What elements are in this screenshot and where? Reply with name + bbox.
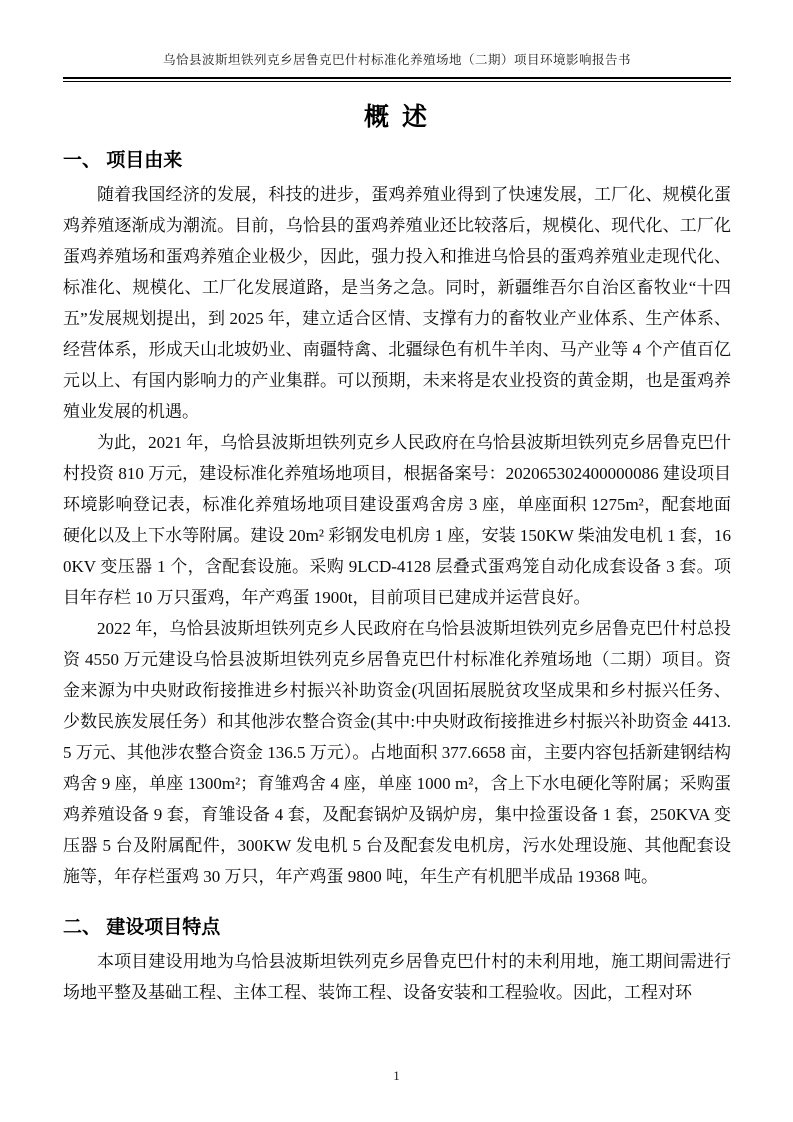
section-heading-project-characteristics: 二、 建设项目特点 <box>63 917 221 938</box>
running-header-title: 乌恰县波斯坦铁列克乡居鲁克巴什村标准化养殖场地（二期）项目环境影响报告书 <box>162 53 631 67</box>
paragraph-industry-background: 随着我国经济的发展，科技的进步，蛋鸡养殖业得到了快速发展，工厂化、规模化蛋鸡养殖逐渐成为潮流。目前，乌恰县的蛋鸡养殖业还比较落后，规模化、现代化、工厂化蛋鸡养殖场和蛋鸡养殖企业极少，因此，强力投入和推进乌恰县的蛋鸡养殖业走现代化、标准化、规模化、工厂化发展道路，是当务之急。同时，新疆维吾尔自治区畜牧业“十四五”发展规划提出，到 2025 年，建立适合区情、支撑有力的畜牧业产业体系、生产体系、经营体系，形成天山北坡奶业、南疆特禽、北疆绿色有机牛羊肉、马产业等 4 个产值百亿元以上、有国内影响力的产业集群。可以预期，未来将是农业投资的黄金期，也是蛋鸡养殖业发展的机遇。 <box>63 185 731 421</box>
paragraph-phase-one-2021: 为此，2021 年，乌恰县波斯坦铁列克乡人民政府在乌恰县波斯坦铁列克乡居鲁克巴什村投资 810 万元，建设标准化养殖场地项目，根据备案号：202065302400000086 建设项目环境影响登记表，标准化养殖场地项目建设蛋鸡舍房 3 座，单座面积 1275m²，配套地面硬化以及上下水等附属。建设 20m² 彩钢发电机房 1 座，安装 150KW 柴油发电机 1 套，160KV 变压器 1 个，含配套设施。采购 9LCD-4128 层叠式蛋鸡笼自动化成套设备 3 套。项目年存栏 10 万只蛋鸡，年产鸡蛋 1900t，目前项目已建成并运营良好。 <box>63 433 731 607</box>
paragraph-construction-land: 本项目建设用地为乌恰县波斯坦铁列克乡居鲁克巴什村的未利用地，施工期间需进行场地平整及基础工程、主体工程、装饰工程、设备安装和工程验收。因此，工程对环 <box>63 952 731 1002</box>
section-heading-project-origin: 一、 项目由来 <box>63 150 183 171</box>
paragraph-phase-two-2022: 2022 年，乌恰县波斯坦铁列克乡人民政府在乌恰县波斯坦铁列克乡居鲁克巴什村总投资 4550 万元建设乌恰县波斯坦铁列克乡居鲁克巴什村标准化养殖场地（二期）项目。资金来源为中央财政衔接推进乡村振兴补助资金(巩固拓展脱贫攻坚成果和乡村振兴任务、少数民族发展任务）和其他涉农整合资金(其中:中央财政衔接推进乡村振兴补助资金 4413.5 万元、其他涉农整合资金 136.5 万元）。占地面积 377.6658 亩，主要内容包括新建钢结构鸡舍 9 座，单座 1300m²；育雏鸡舍 4 座，单座 1000 m²，含上下水电硬化等附属；采购蛋鸡养殖设备 9 套，育雏设备 4 套，及配套锅炉及锅炉房，集中捡蛋设备 1 套，250KVA 变压器 5 台及附属配件，300KW 发电机 5 台及配套发电机房，污水处理设施、其他配套设施等，年存栏蛋鸡 30 万只，年产鸡蛋 9800 吨，年生产有机肥半成品 19368 吨。 <box>63 619 731 886</box>
page-number: 1 <box>393 1069 400 1083</box>
header-divider <box>63 77 731 82</box>
document-title: 概 述 <box>364 103 430 131</box>
